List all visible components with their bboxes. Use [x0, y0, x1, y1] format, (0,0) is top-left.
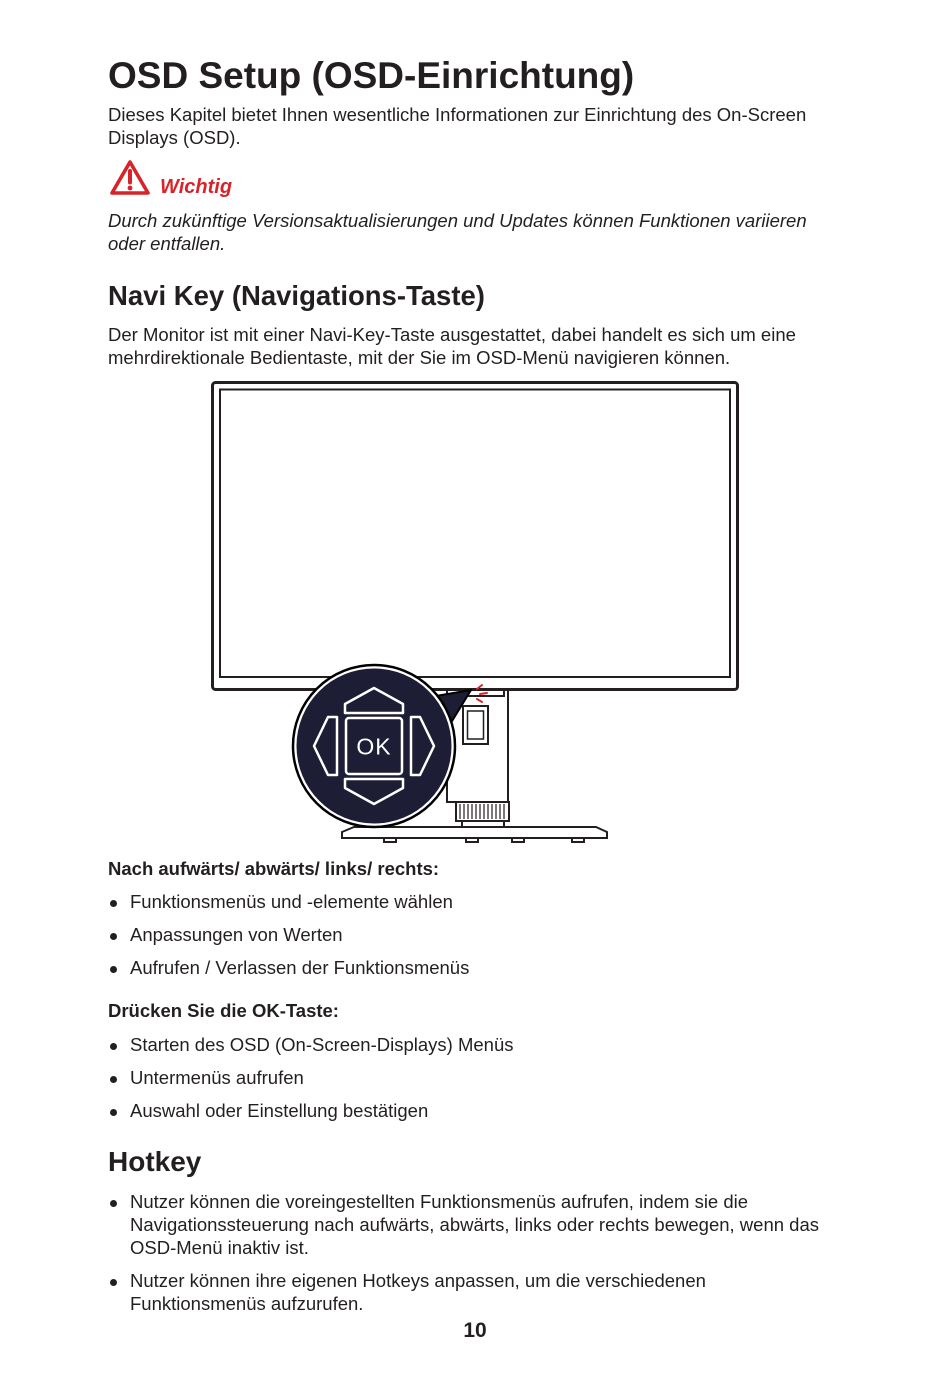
list-item-text: Aufrufen / Verlassen der Funktionsmenüs: [130, 957, 470, 978]
list-item: [108, 1099, 428, 1122]
bullet-icon: [110, 1109, 117, 1116]
bullet-icon: [110, 1043, 117, 1050]
list-item: [108, 1066, 304, 1089]
intro-paragraph: [108, 103, 806, 149]
list-item-text: Nutzer können die voreingestellten Funktionsmenüs aufrufen, indem sie die: [130, 1191, 749, 1212]
navi-key-icon: [293, 665, 455, 827]
ok-key-label: OK: [356, 733, 392, 760]
section-heading-navi-key: Navi Key (Navigations-Taste): [108, 280, 485, 311]
monitor-illustration: [200, 375, 750, 855]
list-item-text: Funktionsmenüs und -elemente wählen: [130, 891, 453, 912]
list-item-text: Auswahl oder Einstellung bestätigen: [130, 1100, 429, 1121]
notice-text: [108, 209, 807, 255]
list-item-text: Anpassungen von Werten: [130, 924, 343, 945]
section-heading-hotkey: Hotkey: [108, 1146, 202, 1177]
bullet-icon: [110, 1279, 117, 1286]
list-item: [108, 956, 469, 979]
bullet-icon: [110, 933, 117, 940]
list-item-text: Starten des OSD (On-Screen-Displays) Menüs: [130, 1034, 514, 1055]
list-item: [108, 890, 453, 913]
list-item-text: Nutzer können ihre eigenen Hotkeys anpassen, um die verschiedenen: [130, 1270, 706, 1291]
paragraph-line: mehrdirektionale Bedientaste, mit der Sie im OSD-Menü navigieren können.: [108, 347, 731, 368]
notice-line: Durch zukünftige Versionsaktualisierungen und Updates können Funktionen variieren: [108, 210, 807, 231]
list-item: [108, 1190, 819, 1259]
list-item-text: Untermenüs aufrufen: [130, 1067, 304, 1088]
stand-base: [342, 827, 607, 838]
bullet-icon: [110, 966, 117, 973]
monitor-screen: [220, 390, 730, 678]
bullet-icon: [110, 1076, 117, 1083]
list-item: [108, 923, 343, 946]
list-item-text: Funktionsmenüs aufzurufen.: [130, 1293, 364, 1314]
list-item-text: Navigationssteuerung nach aufwärts, abwärts, links oder rechts bewegen, wenn das: [130, 1214, 819, 1235]
bullet-icon: [110, 1200, 117, 1207]
list-item: [108, 1033, 514, 1056]
bullet-icon: [110, 900, 117, 907]
stand-foot: [512, 838, 524, 842]
page-number: 10: [463, 1319, 487, 1342]
list-item: [108, 1269, 706, 1315]
page-title: OSD Setup (OSD-Einrichtung): [108, 55, 635, 96]
notice-line: oder entfallen.: [108, 233, 226, 254]
stand-foot: [572, 838, 584, 842]
directions-heading: Nach aufwärts/ abwärts/ links/ rechts:: [108, 858, 440, 879]
stand-foot: [384, 838, 396, 842]
intro-line: Displays (OSD).: [108, 127, 241, 148]
intro-line: Dieses Kapitel bietet Ihnen wesentliche Informationen zur Einrichtung des On-Screen: [108, 104, 807, 125]
paragraph-line: Der Monitor ist mit einer Navi-Key-Taste ausgestattet, dabei handelt es sich um eine: [108, 324, 796, 345]
navi-key-paragraph: [108, 323, 796, 369]
stand-foot: [466, 838, 478, 842]
press-ok-heading: Drücken Sie die OK-Taste:: [108, 1000, 339, 1021]
warning-icon: [108, 158, 152, 198]
notice-label: Wichtig: [160, 176, 233, 198]
list-item-text: OSD-Menü inaktiv ist.: [130, 1237, 309, 1258]
